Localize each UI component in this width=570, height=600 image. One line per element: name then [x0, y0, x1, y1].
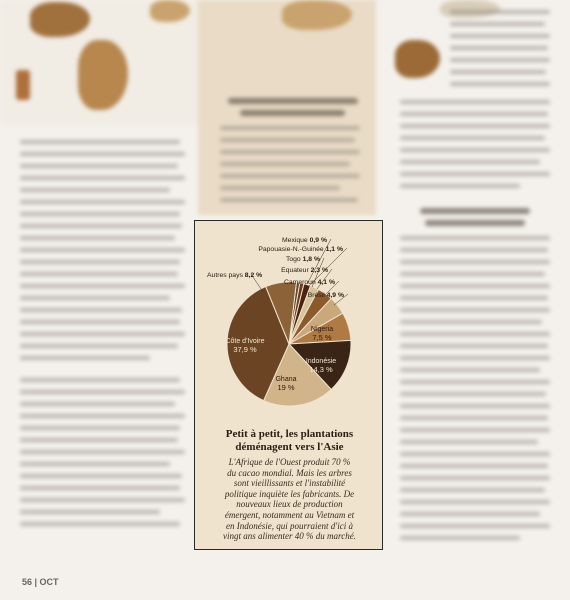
caption-body-line: du cacao mondial. Mais les arbres	[227, 467, 352, 478]
slice-label: Papouasie-N.-Guinée 1,1 %	[258, 246, 343, 253]
slice-label: Ghana	[275, 376, 297, 383]
slice-label: Mexique 0,9 %	[282, 237, 327, 244]
caption-body-line: politique inquiète les fabricants. De	[224, 488, 355, 499]
world-map-left	[0, 0, 198, 125]
caption-body-line: émergent, notamment au Vietnam et	[224, 509, 355, 520]
caption-body-line: nouveaux lieux de production	[236, 499, 343, 510]
slice-label: Nigeria	[310, 326, 334, 333]
slice-label: Autres pays 8,2 %	[207, 272, 263, 279]
slice-label: Cameroun 4,1 %	[283, 279, 335, 286]
slice-value: 19 %	[277, 383, 295, 392]
slice-label: Equateur 2,3 %	[281, 267, 328, 274]
slice-label: Brésil 4,9 %	[307, 292, 344, 299]
slice-value: 14,3 %	[309, 365, 333, 374]
caption-body-line: L'Afrique de l'Ouest produit 70 %	[228, 457, 351, 467]
caption-title-line: Petit à petit, les plantations	[225, 428, 354, 440]
slice-value: 37,9 %	[233, 345, 257, 354]
caption-body-line: sont vieillissants et l'instabilité	[233, 478, 346, 489]
caption-body-line: en Indonésie, qui pourraient d'ici à	[226, 520, 353, 531]
page-number: 56 | OCT	[22, 577, 59, 587]
pie-chart	[195, 221, 383, 431]
map-australia	[395, 40, 440, 78]
cocoa-production-figure	[194, 220, 383, 550]
slice-label: Indonésie	[305, 358, 337, 365]
caption-body	[203, 457, 376, 542]
caption-title	[203, 428, 376, 453]
map-fragment-top	[440, 0, 500, 18]
slice-value: 7,5 %	[312, 333, 332, 342]
slice-label: Togo 1,8 %	[285, 256, 320, 263]
slice-label: Côte d'Ivoire	[225, 338, 265, 345]
beige-sidebar-column	[198, 0, 376, 215]
caption-body-line: vingt ans alimenter 40 % du marché.	[223, 531, 356, 542]
caption-title-line: déménagent vers l'Asie	[235, 440, 344, 453]
